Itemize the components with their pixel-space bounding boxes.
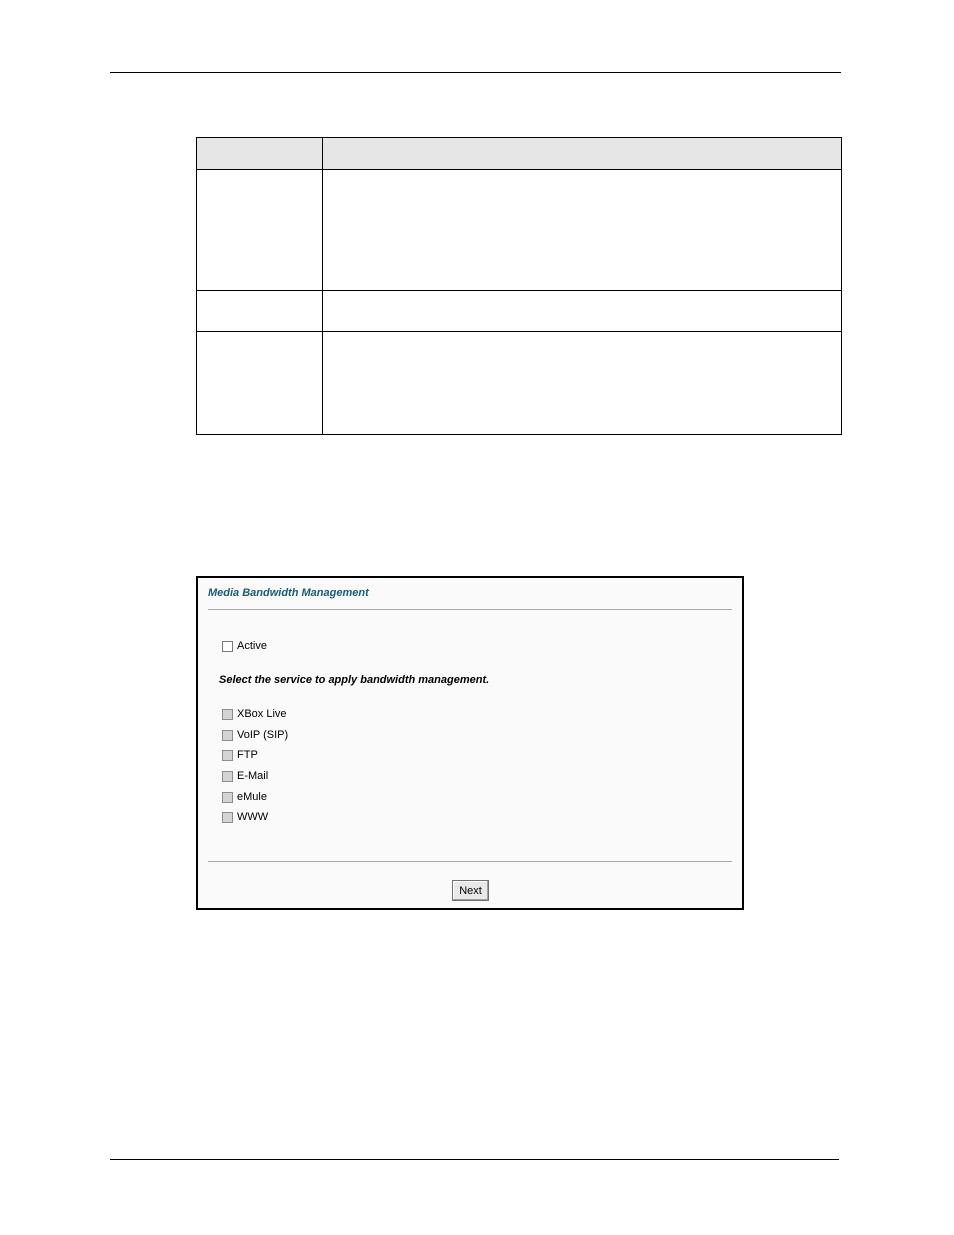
table-header-row <box>197 138 842 170</box>
service-checkbox[interactable] <box>222 792 233 803</box>
service-checkbox-row[interactable] <box>222 708 287 720</box>
table-row <box>197 170 842 291</box>
service-checkbox-row[interactable] <box>222 729 288 741</box>
service-checkbox[interactable] <box>222 709 233 720</box>
service-label: WWW <box>237 811 269 823</box>
service-label: E-Mail <box>237 770 269 782</box>
table-cell <box>197 291 323 332</box>
media-bandwidth-panel <box>196 576 744 910</box>
service-label: eMule <box>237 791 267 803</box>
table-cell <box>197 170 323 291</box>
panel-title: Media Bandwidth Management <box>208 587 369 599</box>
table-cell <box>323 332 842 435</box>
service-checkbox[interactable] <box>222 730 233 741</box>
service-checkbox-row[interactable] <box>222 791 267 803</box>
service-checkbox-row[interactable] <box>222 770 268 782</box>
service-checkbox-row[interactable] <box>222 811 268 823</box>
service-checkbox[interactable] <box>222 812 233 823</box>
service-checkbox[interactable] <box>222 771 233 782</box>
next-button[interactable]: Next <box>452 880 489 901</box>
table-cell <box>197 332 323 435</box>
footer-separator <box>208 861 732 862</box>
active-checkbox[interactable] <box>222 641 233 652</box>
description-table <box>196 137 842 435</box>
active-checkbox-row[interactable] <box>222 640 267 652</box>
table-row <box>197 332 842 435</box>
service-label: VoIP (SIP) <box>237 729 289 741</box>
service-label: FTP <box>237 749 258 761</box>
service-checkbox-row[interactable] <box>222 749 258 761</box>
instruction-text: Select the service to apply bandwidth management. <box>219 674 490 686</box>
table-header-cell <box>323 138 842 170</box>
table-row <box>197 291 842 332</box>
header-rule <box>110 72 841 73</box>
service-label: XBox Live <box>237 708 287 720</box>
table-cell <box>323 170 842 291</box>
title-separator <box>208 609 732 610</box>
table-header-cell <box>197 138 323 170</box>
table-cell <box>323 291 842 332</box>
footer-rule <box>110 1159 839 1160</box>
service-checkbox[interactable] <box>222 750 233 761</box>
active-label: Active <box>237 640 267 652</box>
